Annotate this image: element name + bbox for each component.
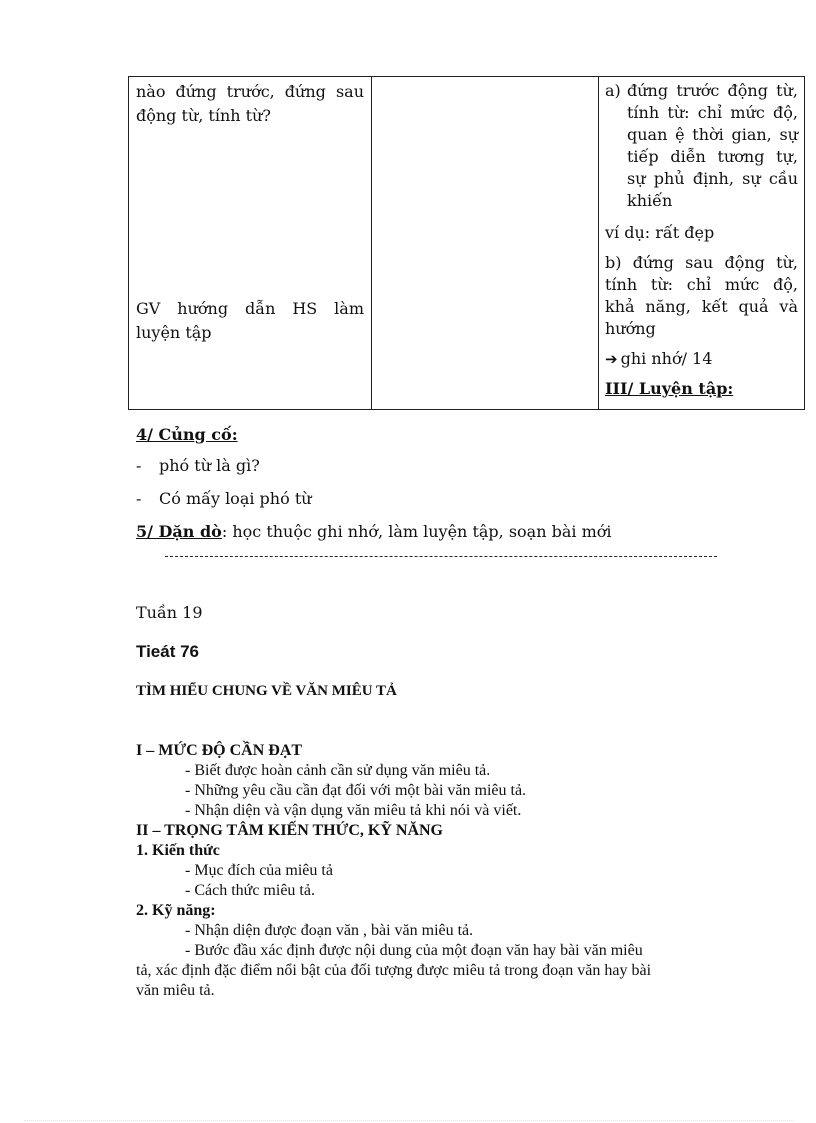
sub1-item-2: - Cách thức miêu tả. <box>185 882 315 899</box>
section-objectives <box>136 741 776 1001</box>
content-item-b: b) đứng sau động từ, tính từ: chỉ mức độ, khả năng, kết quả và hướng <box>605 253 798 338</box>
dan-do-text: : học thuộc ghi nhớ, làm luyện tập, soạn bài mới <box>221 522 612 541</box>
sub2-item-2-line-1: - Bước đầu xác định được nội dung của một đoạn văn hay bài văn miêu <box>185 942 643 959</box>
sub1-item-1: - Mục đích của miêu tả <box>185 862 333 879</box>
lesson-title: TÌM HIỂU CHUNG VỀ VĂN MIÊU TẢ <box>136 683 397 699</box>
item-a-text: đứng trước động từ, tính từ: chỉ mức độ, quan ệ thời gian, sự tiếp diễn tương tự, sự phủ định, sự cầu khiến <box>627 81 798 210</box>
bullet-dash: - <box>136 489 142 508</box>
example-text: ví dụ: rất đẹp <box>605 223 715 242</box>
cung-co-item-2: Có mấy loại phó từ <box>159 489 312 508</box>
ghi-nho-line <box>605 348 798 370</box>
dan-do-line <box>136 521 612 543</box>
sub2-item-1: - Nhận diện được đoạn văn , bài văn miêu tả. <box>185 922 474 939</box>
content-cell <box>599 77 805 410</box>
lesson-table <box>128 76 805 410</box>
bullet-dash: - <box>136 456 142 475</box>
section2-heading: II – TRỌNG TÂM KIẾN THỨC, KỸ NĂNG <box>136 822 443 839</box>
table-col1-text-1: nào đứng trước, đứng sau động từ, tính từ? <box>136 82 364 125</box>
luyen-tap-heading: III/ Luyện tập: <box>605 379 734 398</box>
section1-item-2: - Những yêu cầu cần đạt đối với một bài văn miêu tả. <box>185 782 527 799</box>
table-row <box>129 77 805 410</box>
sub2-heading: 2. Kỹ năng: <box>136 902 216 919</box>
week-label: Tuần 19 <box>136 603 203 622</box>
arrow-right-icon: ➔ <box>605 350 618 368</box>
period-label: Tieát 76 <box>136 642 200 661</box>
table-col1-text-2: GV hướng dẫn HS làm luyện tập <box>136 299 364 342</box>
cung-co-item-1: phó từ là gì? <box>159 456 260 475</box>
cung-co-heading: 4/ Củng cố: <box>136 425 238 444</box>
content-item-a <box>605 80 798 212</box>
section1-heading: I – MỨC ĐỘ CẦN ĐẠT <box>136 742 303 759</box>
sub2-item-2-line-3: văn miêu tả. <box>136 982 215 999</box>
section1-item-1: - Biết được hoàn cảnh cần sử dụng văn miêu tả. <box>185 762 491 779</box>
list-item <box>136 488 312 510</box>
separator-line <box>165 556 717 557</box>
sub1-heading: 1. Kiến thức <box>136 842 220 859</box>
dan-do-label: 5/ Dặn dò <box>136 522 222 541</box>
item-a-label: a) <box>605 81 621 100</box>
student-activity-cell <box>372 77 599 410</box>
page-bottom-rule <box>24 1120 794 1121</box>
sub2-item-2-line-2: tả, xác định đặc điểm nổi bật của đối tượng được miêu tả trong đoạn văn hay bài <box>136 962 652 979</box>
teacher-activity-cell <box>129 77 372 410</box>
section1-item-3: - Nhận diện và vận dụng văn miêu tả khi nói và viết. <box>185 802 522 819</box>
list-item <box>136 455 260 477</box>
ghi-nho-text: ghi nhớ/ 14 <box>620 349 713 368</box>
